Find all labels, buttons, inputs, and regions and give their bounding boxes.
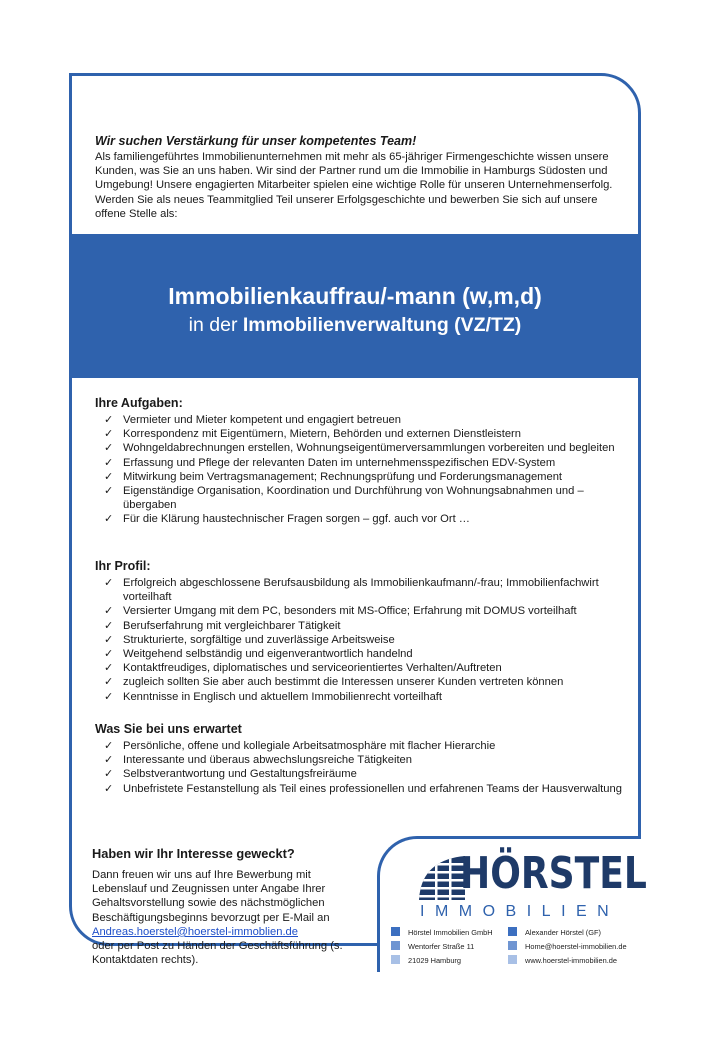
company-city: 21029 Hamburg	[408, 956, 462, 965]
list-item	[95, 782, 630, 796]
section-profile	[95, 559, 630, 704]
company-street: Wentorfer Straße 11	[408, 942, 475, 951]
bullet-square	[391, 941, 400, 950]
list-item	[95, 604, 630, 618]
list-item	[95, 470, 630, 484]
list-item	[95, 753, 630, 767]
bullet-square	[508, 955, 517, 964]
contact-text-outro: oder per Post zu Händen der Geschäftsführung (s. Kontaktdaten rechts).	[92, 940, 343, 967]
list-item	[95, 647, 630, 661]
check-icon: ✓	[104, 428, 114, 441]
check-icon: ✓	[104, 782, 114, 795]
list-item	[95, 690, 630, 704]
bullet-square	[508, 927, 517, 936]
list-item-text: Erfassung und Pflege der relevanten Daten im unternehmensspezifischen EDV-System	[123, 456, 556, 469]
contact-block	[92, 846, 367, 967]
check-icon: ✓	[104, 690, 114, 703]
list-item	[95, 413, 630, 427]
list-item-text: Erfolgreich abgeschlossene Berufsausbildung als Immobilienkaufmann/-frau; Immobilienfachwirt vorteilhaft	[123, 577, 599, 604]
list-item-text: Eigenständige Organisation, Koordination und Durchführung von Wohnungsabnahmen und –übergaben	[123, 485, 584, 512]
section-title: Ihr Profil:	[95, 559, 151, 573]
intro-heading: Wir suchen Verstärkung für unser kompetentes Team!	[95, 134, 417, 148]
list-item-text: Wohngeldabrechnungen erstellen, Wohnungseigentümerversammlungen vorbereiten und begleiten	[123, 442, 615, 455]
list-item	[95, 456, 630, 470]
check-icon: ✓	[104, 633, 114, 646]
list-item-text: Für die Klärung haustechnischer Fragen sorgen – ggf. auch vor Ort …	[123, 513, 470, 526]
section-title: Ihre Aufgaben:	[95, 396, 183, 410]
contact-heading: Haben wir Ihr Interesse geweckt?	[92, 846, 295, 861]
job-subtitle-department: Immobilienverwaltung (VZ/TZ)	[242, 314, 522, 336]
logo-wordmark: HÖRSTEL	[460, 848, 647, 899]
check-icon: ✓	[104, 456, 114, 469]
application-email-link[interactable]: Andreas.hoerstel@hoerstel-immoblien.de	[92, 925, 298, 938]
job-subtitle-prefix: in der	[188, 314, 238, 336]
list-item-text: Vermieter und Mieter kompetent und engagiert betreuen	[123, 414, 401, 426]
check-icon: ✓	[104, 768, 114, 781]
list-item-text: Berufserfahrung mit vergleichbarer Tätigkeit	[123, 619, 341, 632]
check-icon: ✓	[104, 619, 114, 632]
list-item	[95, 619, 630, 633]
job-title-banner	[69, 234, 641, 378]
list-item	[95, 441, 630, 455]
check-icon: ✓	[104, 648, 114, 661]
company-website[interactable]: www.hoerstel-immobilien.de	[525, 956, 618, 965]
list-item-text: Versierter Umgang mit dem PC, besonders mit MS-Office; Erfahrung mit DOMUS vorteilhaft	[123, 605, 577, 618]
bullet-square	[391, 927, 400, 936]
profile-list	[95, 576, 630, 704]
check-icon: ✓	[104, 485, 114, 498]
company-email[interactable]: Home@hoerstel-immobilien.de	[525, 942, 627, 951]
list-item-text: Strukturierte, sorgfältige und zuverlässige Arbeitsweise	[123, 633, 395, 646]
list-item-text: Weitgehend selbständig und eigenverantwortlich handelnd	[123, 648, 413, 661]
bullet-square	[391, 955, 400, 964]
contact-text-intro: Dann freuen wir uns auf Ihre Bewerbung mit Lebenslauf und Zeugnissen unter Angabe Ihrer Gehaltsvorstellung sowie des nächstmöglichen Beschäftigungsbeginns bevorzugt per E-Mail an	[92, 869, 330, 924]
company-name: Hörstel Immobilien GmbH	[408, 928, 493, 937]
check-icon: ✓	[104, 442, 114, 455]
section-title: Was Sie bei uns erwartet	[95, 722, 242, 736]
list-item-text: zugleich sollten Sie aber auch bestimmt die Interessen unserer Kunden vertreten können	[123, 676, 564, 689]
list-item	[95, 484, 630, 512]
list-item	[95, 512, 630, 526]
check-icon: ✓	[104, 414, 114, 426]
list-item	[95, 576, 630, 604]
list-item	[95, 661, 630, 675]
check-icon: ✓	[104, 577, 114, 589]
list-item	[95, 767, 630, 781]
list-item-text: Kontaktfreudiges, diplomatisches und serviceorientiertes Verhalten/Auftreten	[123, 662, 502, 675]
list-item-text: Interessante und überaus abwechslungsreiche Tätigkeiten	[123, 754, 412, 767]
list-item	[95, 633, 630, 647]
list-item-text: Unbefristete Festanstellung als Teil eines professionellen und erfahrenen Teams der Hausverwaltung	[123, 782, 622, 795]
intro-text: Als familiengeführtes Immobilienunternehmen mit mehr als 65-jähriger Firmengeschichte wissen unsere Kunden, was Sie an uns haben. Wir sind der Partner rund um die Immobilie in Hamburgs Südosten und Umgebung! Unsere engagierten Mitarbeiter spielen eine wichtige Rolle für unseren Unternehmenserfolg. Werden Sie als neues Teammitglied Teil unserer Erfolgsgeschichte und bewerben Sie sich auf unsere offene Stelle als:	[95, 151, 613, 220]
benefits-list	[95, 739, 630, 796]
contact-text	[92, 868, 367, 967]
job-title: Immobilienkauffrau/-mann (w,m,d)	[168, 283, 542, 309]
list-item	[95, 739, 630, 753]
bullet-square	[508, 941, 517, 950]
logo-subtitle: IMMOBILIEN	[420, 903, 620, 920]
task-list	[95, 413, 630, 527]
company-manager: Alexander Hörstel (GF)	[525, 928, 601, 937]
list-item-text: Kenntnisse in Englisch und aktuellem Immobilienrecht vorteilhaft	[123, 690, 443, 703]
check-icon: ✓	[104, 676, 114, 689]
check-icon: ✓	[104, 513, 114, 526]
intro-block	[95, 134, 625, 221]
section-benefits	[95, 722, 630, 796]
list-item-text: Persönliche, offene und kollegiale Arbeitsatmosphäre mit flacher Hierarchie	[123, 740, 496, 752]
list-item	[95, 675, 630, 689]
check-icon: ✓	[104, 470, 114, 483]
check-icon: ✓	[104, 605, 114, 618]
check-icon: ✓	[104, 754, 114, 767]
section-tasks	[95, 396, 630, 527]
list-item-text: Mitwirkung beim Vertragsmanagement; Rechnungsprüfung und Forderungsmanagement	[123, 470, 563, 483]
job-subtitle	[69, 312, 641, 338]
check-icon: ✓	[104, 740, 114, 752]
list-item-text: Selbstverantwortung und Gestaltungsfreiräume	[123, 768, 357, 781]
check-icon: ✓	[104, 662, 114, 675]
list-item	[95, 427, 630, 441]
list-item-text: Korrespondenz mit Eigentümern, Mietern, Behörden und externen Dienstleistern	[123, 428, 521, 441]
